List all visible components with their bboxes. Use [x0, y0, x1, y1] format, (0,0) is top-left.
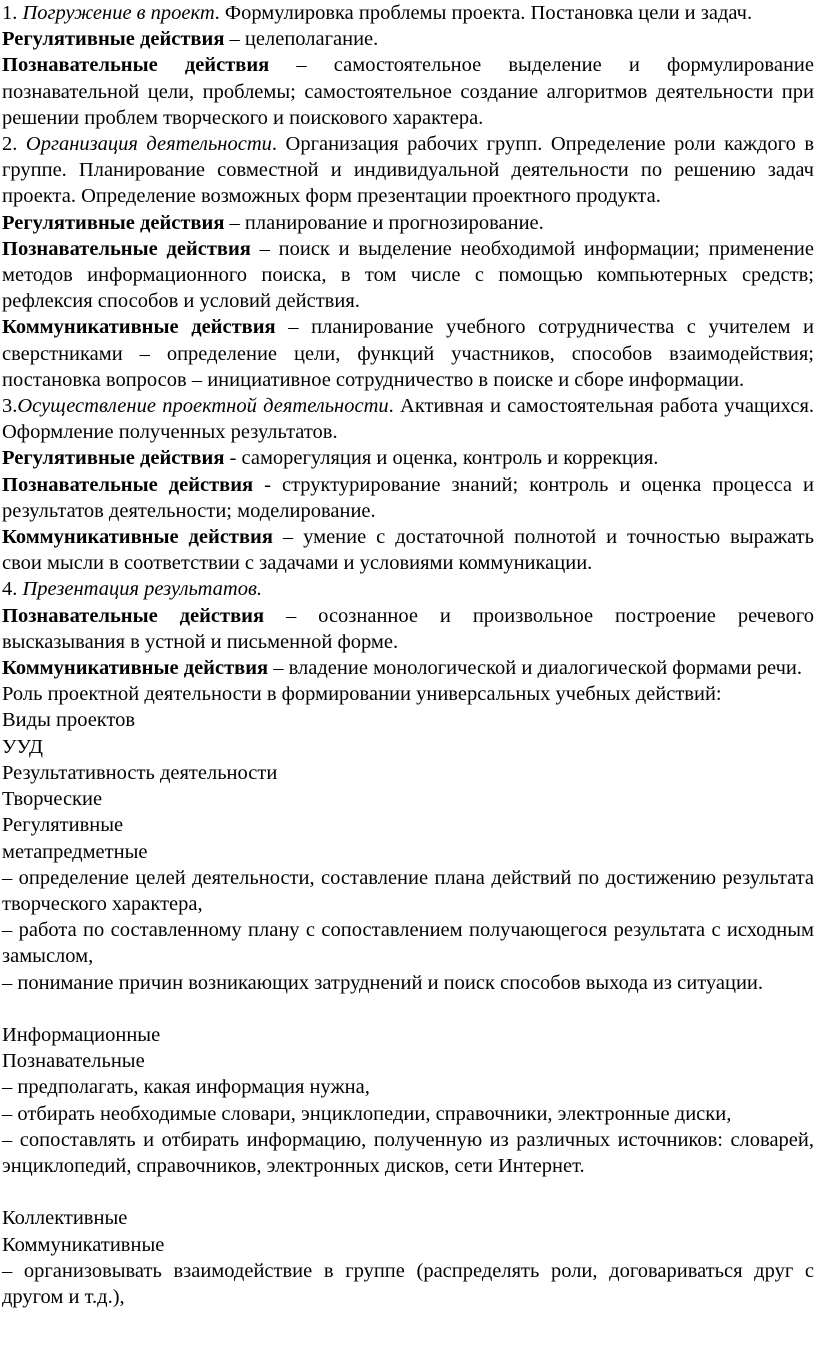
action-paragraph: Коммуникативные действия – планирование учебного сотрудничества с учителем и сверстниками – определение цели, функций участников, способов взаимодействия; постановка вопросов – инициативное сотрудничество в поиске и сборе информации.: [2, 316, 814, 391]
action-paragraph: Познавательные действия - структурирование знаний; контроль и оценка процесса и результатов деятельности; моделирование.: [2, 473, 814, 522]
action-paragraph: Коммуникативные действия – умение с достаточной полнотой и точностью выражать свои мысли в соответствии с задачами и условиями коммуникации.: [2, 526, 814, 575]
uud-type: Регулятивные: [2, 814, 124, 837]
list-item: – отбирать необходимые словари, энциклопедии, справочники, электронные диски,: [2, 1102, 732, 1125]
action-label: Регулятивные действия: [2, 447, 225, 470]
action-label: Познавательные действия: [2, 604, 265, 627]
stage-heading: 1. Погружение в проект. Формулировка проблемы проекта. Постановка цели и задач.: [2, 2, 753, 24]
uud-type: Коммуникативные: [2, 1233, 165, 1256]
stage-heading: 3.Осуществление проектной деятельности. Активная и самостоятельная работа учащихся. Оформление полученных результатов.: [2, 395, 814, 444]
project-type: Коллективные: [2, 1207, 128, 1230]
stage-heading: 4. Презентация результатов.: [2, 578, 262, 601]
action-paragraph: Коммуникативные действия – владение монологической и диалогической формами речи.: [2, 657, 803, 680]
result-type: метапредметные: [2, 840, 148, 863]
project-type: Творческие: [2, 788, 103, 811]
action-label: Коммуникативные действия: [2, 657, 269, 680]
header-project-types: Виды проектов: [2, 709, 136, 732]
action-label: Регулятивные действия: [2, 211, 225, 234]
action-paragraph: Регулятивные действия - саморегуляция и оценка, контроль и коррекция.: [2, 447, 659, 470]
action-label: Познавательные действия: [2, 237, 251, 260]
list-item: – предполагать, какая информация нужна,: [2, 1076, 370, 1099]
stage-title: Осуществление проектной деятельности: [17, 395, 389, 418]
action-label: Познавательные действия: [2, 54, 270, 77]
project-type: Информационные: [2, 1023, 161, 1046]
action-label: Регулятивные действия: [2, 28, 225, 51]
stage-title: Погружение в проект: [22, 2, 215, 24]
header-results: Результативность деятельности: [2, 761, 278, 784]
action-paragraph: Регулятивные действия – планирование и прогнозирование.: [2, 211, 544, 234]
spacer: [2, 1179, 814, 1205]
list-item: – работа по составленному плану с сопоставлением получающегося результата с исходным замыслом,: [2, 919, 814, 968]
spacer: [2, 996, 814, 1022]
action-paragraph: Познавательные действия – поиск и выделение необходимой информации; применение методов информационного поиска, в том числе с помощью компьютерных средств; рефлексия способов и условий действия.: [2, 237, 814, 313]
stage-title: Организация деятельности: [25, 133, 272, 156]
role-intro: Роль проектной деятельности в формировании универсальных учебных действий:: [2, 683, 722, 706]
action-label: Коммуникативные действия: [2, 316, 276, 339]
action-label: Коммуникативные действия: [2, 526, 273, 549]
action-label: Познавательные действия: [2, 473, 254, 496]
list-item: – организовывать взаимодействие в группе (распределять роли, договариваться друг с другом и т.д.),: [2, 1259, 814, 1308]
list-item: – сопоставлять и отбирать информацию, полученную из различных источников: словарей, энциклопедий, справочников, электронных дисков, сети Интернет.: [2, 1128, 814, 1177]
action-paragraph: Познавательные действия – самостоятельное выделение и формулирование познавательной цели, проблемы; самостоятельное создание алгоритмов деятельности при решении проблем творческого и поискового характера.: [2, 54, 814, 129]
uud-type: Познавательные: [2, 1050, 145, 1073]
stage-title: Презентация результатов.: [22, 578, 262, 601]
list-item: – определение целей деятельности, составление плана действий по достижению результата творческого характера,: [2, 866, 814, 915]
header-uud: УУД: [2, 735, 43, 758]
action-paragraph: Регулятивные действия – целеполагание.: [2, 28, 379, 51]
stage-heading: 2. Организация деятельности. Организация рабочих групп. Определение роли каждого в группе. Планирование совместной и индивидуальной деятельности по решению задач проекта. Определение возможных форм презентации проектного продукта.: [2, 133, 815, 208]
list-item: – понимание причин возникающих затруднений и поиск способов выхода из ситуации.: [2, 971, 764, 994]
action-paragraph: Познавательные действия – осознанное и произвольное построение речевого высказывания в устной и письменной форме.: [2, 604, 815, 653]
